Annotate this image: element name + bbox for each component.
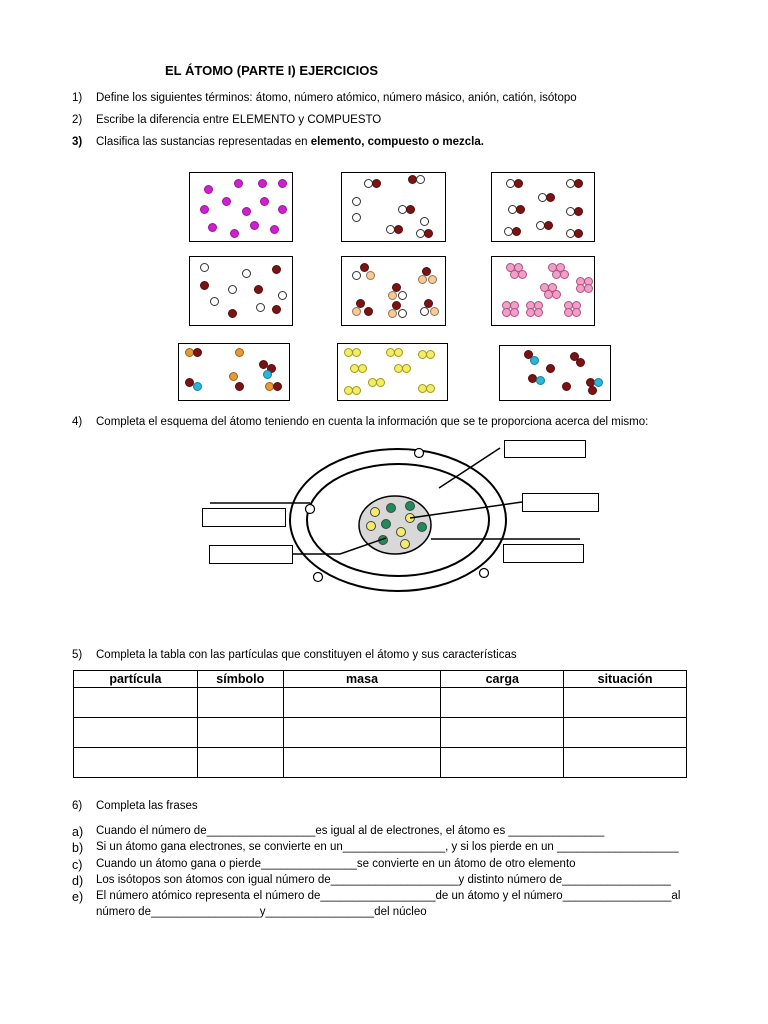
- atom-label-box[interactable]: [202, 508, 286, 527]
- particle: [416, 175, 425, 184]
- substance-box-1: [189, 172, 293, 242]
- q5-text: Completa la tabla con las partículas que constituyen el átomo y sus características: [96, 649, 517, 661]
- particle: [402, 364, 411, 373]
- q2-number: 2): [72, 114, 83, 126]
- particle: [372, 179, 381, 188]
- particle: [210, 297, 219, 306]
- particle: [222, 197, 231, 206]
- table-cell[interactable]: [564, 688, 687, 718]
- particle: [574, 179, 583, 188]
- header-carga: carga: [441, 671, 564, 688]
- q6-item-text: El número atómico representa el número de__________________de un átomo y el número_________________al: [96, 890, 681, 902]
- particle: [426, 384, 435, 393]
- particle: [352, 386, 361, 395]
- particle: [256, 303, 265, 312]
- table-cell[interactable]: [74, 688, 198, 718]
- particle: [193, 348, 202, 357]
- particle: [272, 265, 281, 274]
- particle: [518, 270, 527, 279]
- particle: [426, 350, 435, 359]
- table-cell[interactable]: [197, 748, 283, 778]
- neutron: [418, 523, 427, 532]
- particle: [394, 348, 403, 357]
- particle: [576, 358, 585, 367]
- atom-label-box[interactable]: [522, 493, 599, 512]
- table-cell[interactable]: [74, 748, 198, 778]
- particle: [270, 225, 279, 234]
- particle: [352, 307, 361, 316]
- particle: [588, 386, 597, 395]
- particle: [430, 307, 439, 316]
- particle: [228, 285, 237, 294]
- table-cell[interactable]: [197, 688, 283, 718]
- table-cell[interactable]: [564, 748, 687, 778]
- particle: [278, 205, 287, 214]
- particle: [584, 284, 593, 293]
- particle: [235, 382, 244, 391]
- substance-box-2: [341, 172, 446, 242]
- q1-text: Define los siguientes términos: átomo, número atómico, número másico, anión, catión, isótopo: [96, 92, 577, 104]
- table-cell[interactable]: [74, 718, 198, 748]
- neutron: [382, 520, 391, 529]
- particle: [352, 197, 361, 206]
- particle: [200, 281, 209, 290]
- electron: [306, 505, 315, 514]
- particle: [546, 364, 555, 373]
- proton: [371, 508, 380, 517]
- worksheet-title: EL ÁTOMO (PARTE I) EJERCICIOS: [165, 63, 379, 78]
- electron: [314, 573, 323, 582]
- particle: [258, 179, 267, 188]
- particle: [420, 307, 429, 316]
- table-row: [74, 688, 687, 718]
- atom-label-box[interactable]: [504, 440, 586, 458]
- particle: [242, 269, 251, 278]
- q6-item-letter: c): [72, 858, 83, 872]
- proton: [367, 522, 376, 531]
- particle: [560, 270, 569, 279]
- particle: [352, 271, 361, 280]
- table-cell[interactable]: [283, 688, 441, 718]
- substance-box-9: [499, 345, 611, 401]
- particle: [534, 308, 543, 317]
- particle: [204, 185, 213, 194]
- neutron: [406, 502, 415, 511]
- particle: [273, 382, 282, 391]
- pointer-line: [439, 448, 500, 488]
- table-cell[interactable]: [441, 718, 564, 748]
- particle: [428, 275, 437, 284]
- q6-item-text: Si un átomo gana electrones, se convierte en un________________, y si los pierde en un ___________________: [96, 841, 679, 853]
- particle: [388, 291, 397, 300]
- q6-number: 6): [72, 800, 83, 812]
- particles-table: [73, 670, 687, 778]
- particle: [364, 307, 373, 316]
- particle: [376, 378, 385, 387]
- header-simbolo: símbolo: [197, 671, 283, 688]
- particle: [544, 221, 553, 230]
- q4-number: 4): [72, 416, 83, 428]
- proton: [401, 540, 410, 549]
- particle: [420, 217, 429, 226]
- particle: [260, 197, 269, 206]
- particle: [530, 356, 539, 365]
- table-row: [74, 748, 687, 778]
- particle: [388, 309, 397, 318]
- table-cell[interactable]: [441, 748, 564, 778]
- q6-item-letter: b): [72, 841, 84, 855]
- atom-label-box[interactable]: [503, 544, 584, 563]
- table-cell[interactable]: [283, 748, 441, 778]
- particle: [278, 179, 287, 188]
- particle: [228, 309, 237, 318]
- q6-text: Completa las frases: [96, 800, 198, 812]
- particle: [536, 376, 545, 385]
- particle: [406, 205, 415, 214]
- particle: [594, 378, 603, 387]
- particle: [193, 382, 202, 391]
- particle: [263, 370, 272, 379]
- particle: [546, 193, 555, 202]
- particle: [272, 305, 281, 314]
- particle: [352, 213, 361, 222]
- particle: [510, 308, 519, 317]
- table-cell[interactable]: [197, 718, 283, 748]
- particle: [512, 227, 521, 236]
- particle: [200, 205, 209, 214]
- q6-item-letter: a): [72, 825, 84, 839]
- particle: [234, 179, 243, 188]
- particle: [366, 271, 375, 280]
- particle: [394, 225, 403, 234]
- particle: [278, 291, 287, 300]
- header-situacion: situación: [564, 671, 687, 688]
- proton: [397, 528, 406, 537]
- table-cell[interactable]: [564, 718, 687, 748]
- table-row: [74, 718, 687, 748]
- particle: [574, 229, 583, 238]
- substance-box-4: [189, 256, 293, 326]
- q3-text: [96, 136, 484, 148]
- particle: [514, 179, 523, 188]
- particle: [230, 229, 239, 238]
- q6-item-letter: d): [72, 874, 84, 888]
- q1-number: 1): [72, 92, 83, 104]
- particle: [398, 309, 407, 318]
- neutron: [387, 504, 396, 513]
- header-particula: partícula: [74, 671, 198, 688]
- substance-box-3: [491, 172, 595, 242]
- substance-box-7: [178, 343, 290, 401]
- q4-text: Completa el esquema del átomo teniendo en cuenta la información que se te proporciona acerca del mismo:: [96, 416, 649, 428]
- q3-number: 3): [72, 136, 83, 148]
- particle: [572, 308, 581, 317]
- q6-item-letter: e): [72, 890, 84, 904]
- particle: [516, 205, 525, 214]
- q5-number: 5): [72, 649, 83, 661]
- q6-item-text: Los isótopos son átomos con igual número de____________________y distinto número de_________________: [96, 874, 671, 886]
- particle: [398, 291, 407, 300]
- table-cell[interactable]: [441, 688, 564, 718]
- q6-item-text: Cuando el número de_________________es igual al de electrones, el átomo es _______________: [96, 825, 605, 837]
- header-masa: masa: [283, 671, 441, 688]
- particle: [242, 207, 251, 216]
- particle: [352, 348, 361, 357]
- table-cell[interactable]: [283, 718, 441, 748]
- atom-label-box[interactable]: [209, 545, 293, 564]
- particle: [424, 229, 433, 238]
- particle: [235, 348, 244, 357]
- electron: [415, 449, 424, 458]
- particle: [208, 223, 217, 232]
- particle: [574, 207, 583, 216]
- q6-item-text: Cuando un átomo gana o pierde_______________se convierte en un átomo de otro elemento: [96, 858, 576, 870]
- particle: [254, 285, 263, 294]
- electron: [480, 569, 489, 578]
- q2-text: Escribe la diferencia entre ELEMENTO y COMPUESTO: [96, 114, 382, 126]
- substance-box-8: [337, 343, 448, 401]
- particle: [200, 263, 209, 272]
- particle: [250, 221, 259, 230]
- substance-box-6: [491, 256, 595, 326]
- particle: [229, 372, 238, 381]
- particle: [418, 275, 427, 284]
- q3-text-bold: elemento, compuesto o mezcla.: [310, 136, 484, 148]
- table-header-row: [74, 671, 687, 688]
- substance-box-5: [341, 256, 446, 326]
- particle: [562, 382, 571, 391]
- q3-text-plain: Clasifica las sustancias representadas en: [96, 136, 311, 148]
- particle: [552, 290, 561, 299]
- particle: [358, 364, 367, 373]
- q6-item-text: número de_________________y_________________del núcleo: [96, 906, 427, 918]
